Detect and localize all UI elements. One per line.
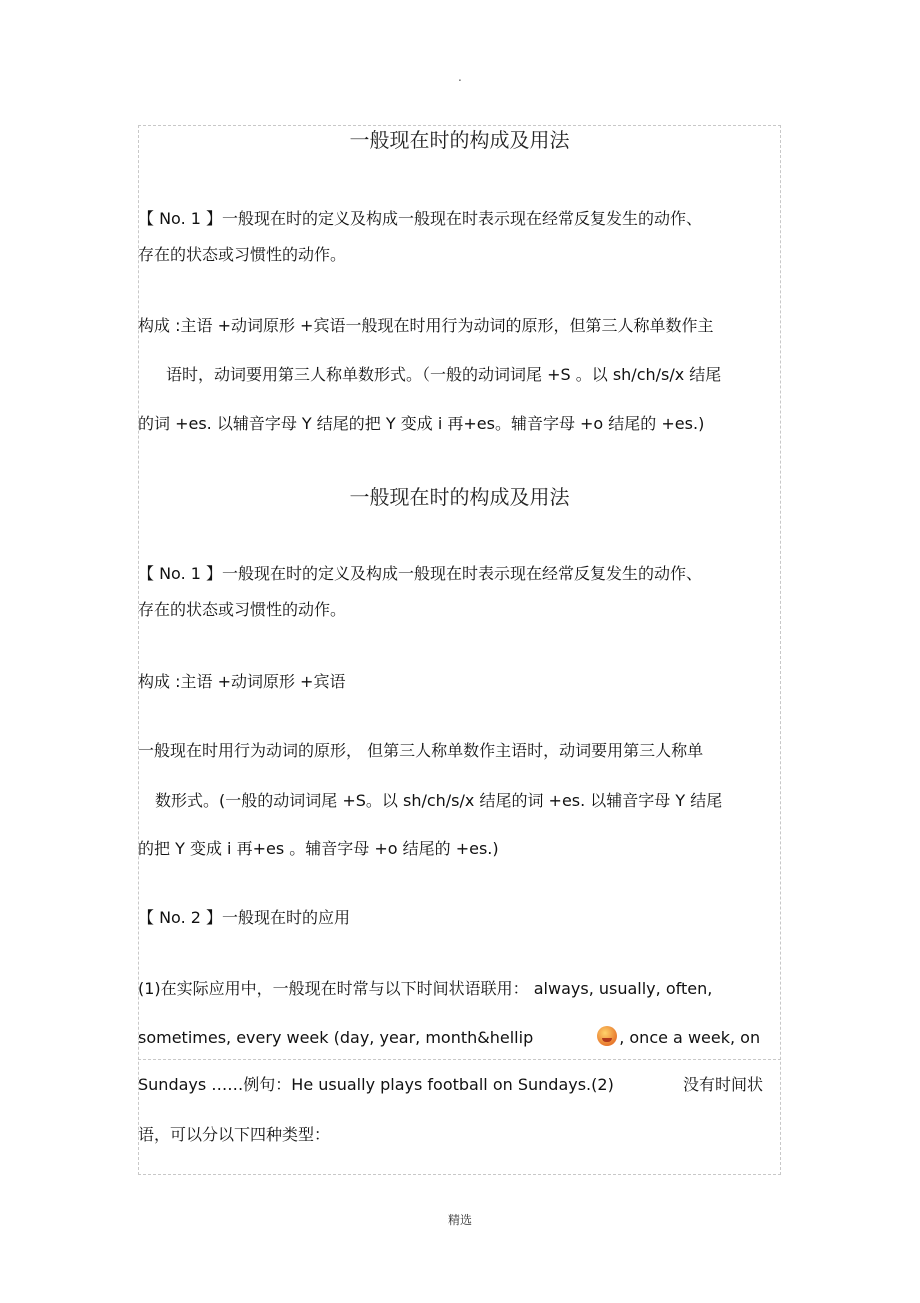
sec2-line-3: 构成 :主语 +动词原形 +宾语 [138, 672, 346, 691]
divider [138, 1059, 781, 1060]
sec3-line-1: (1)在实际应用中，一般现在时常与以下时间状语联用： always, usually, often, [138, 979, 713, 998]
sec2-line-2: 存在的状态或习惯性的动作。 [138, 600, 347, 619]
sec3-line-3b: 没有时间状 [683, 1075, 764, 1094]
sec3-title: 【 No. 2 】一般现在时的应用 [138, 908, 351, 927]
heading-1: 一般现在时的构成及用法 [349, 128, 570, 152]
heading-2: 一般现在时的构成及用法 [349, 485, 570, 509]
sec1-line-2: 存在的状态或习惯性的动作。 [138, 245, 347, 264]
sec1-line-1: 【 No. 1 】一般现在时的定义及构成一般现在时表示现在经常反复发生的动作、 [138, 209, 703, 228]
sec2-line-5: 数形式。(一般的动词词尾 +S。以 sh/ch/s/x 结尾的词 +es. 以辅音字母 Y 结尾 [155, 791, 723, 810]
sec1-line-5: 的词 +es. 以辅音字母 Y 结尾的把 Y 变成 i 再+es。辅音字母 +o 结尾的 +es.) [138, 414, 705, 433]
sec3-line-3a: Sundays ……例句：He usually plays football on Sundays.(2) [138, 1075, 614, 1094]
sec3-line-4: 语，可以分以下四种类型： [138, 1125, 331, 1144]
sec3-line-2-end: , once a week, on [619, 1028, 761, 1047]
sec3-line-2-start: sometimes, every week (day, year, month&hellip [138, 1028, 534, 1047]
emoji-icon [597, 1026, 617, 1046]
content-frame [138, 125, 781, 1175]
footer-label: 精选 [447, 1213, 472, 1227]
sec1-line-4: 语时，动词要用第三人称单数形式。（一般的动词词尾 +S 。以 sh/ch/s/x 结尾 [166, 365, 722, 384]
sec2-line-1: 【 No. 1 】一般现在时的定义及构成一般现在时表示现在经常反复发生的动作、 [138, 564, 703, 583]
sec2-line-4: 一般现在时用行为动词的原形， 但第三人称单数作主语时，动词要用第三人称单 [138, 741, 704, 760]
top-mark: . [458, 70, 462, 84]
sec2-line-6: 的把 Y 变成 i 再+es 。辅音字母 +o 结尾的 +es.) [138, 839, 499, 858]
sec3-line-2 [138, 1026, 760, 1049]
sec1-line-3: 构成 :主语 +动词原形 +宾语一般现在时用行为动词的原形，但第三人称单数作主 [138, 316, 714, 335]
